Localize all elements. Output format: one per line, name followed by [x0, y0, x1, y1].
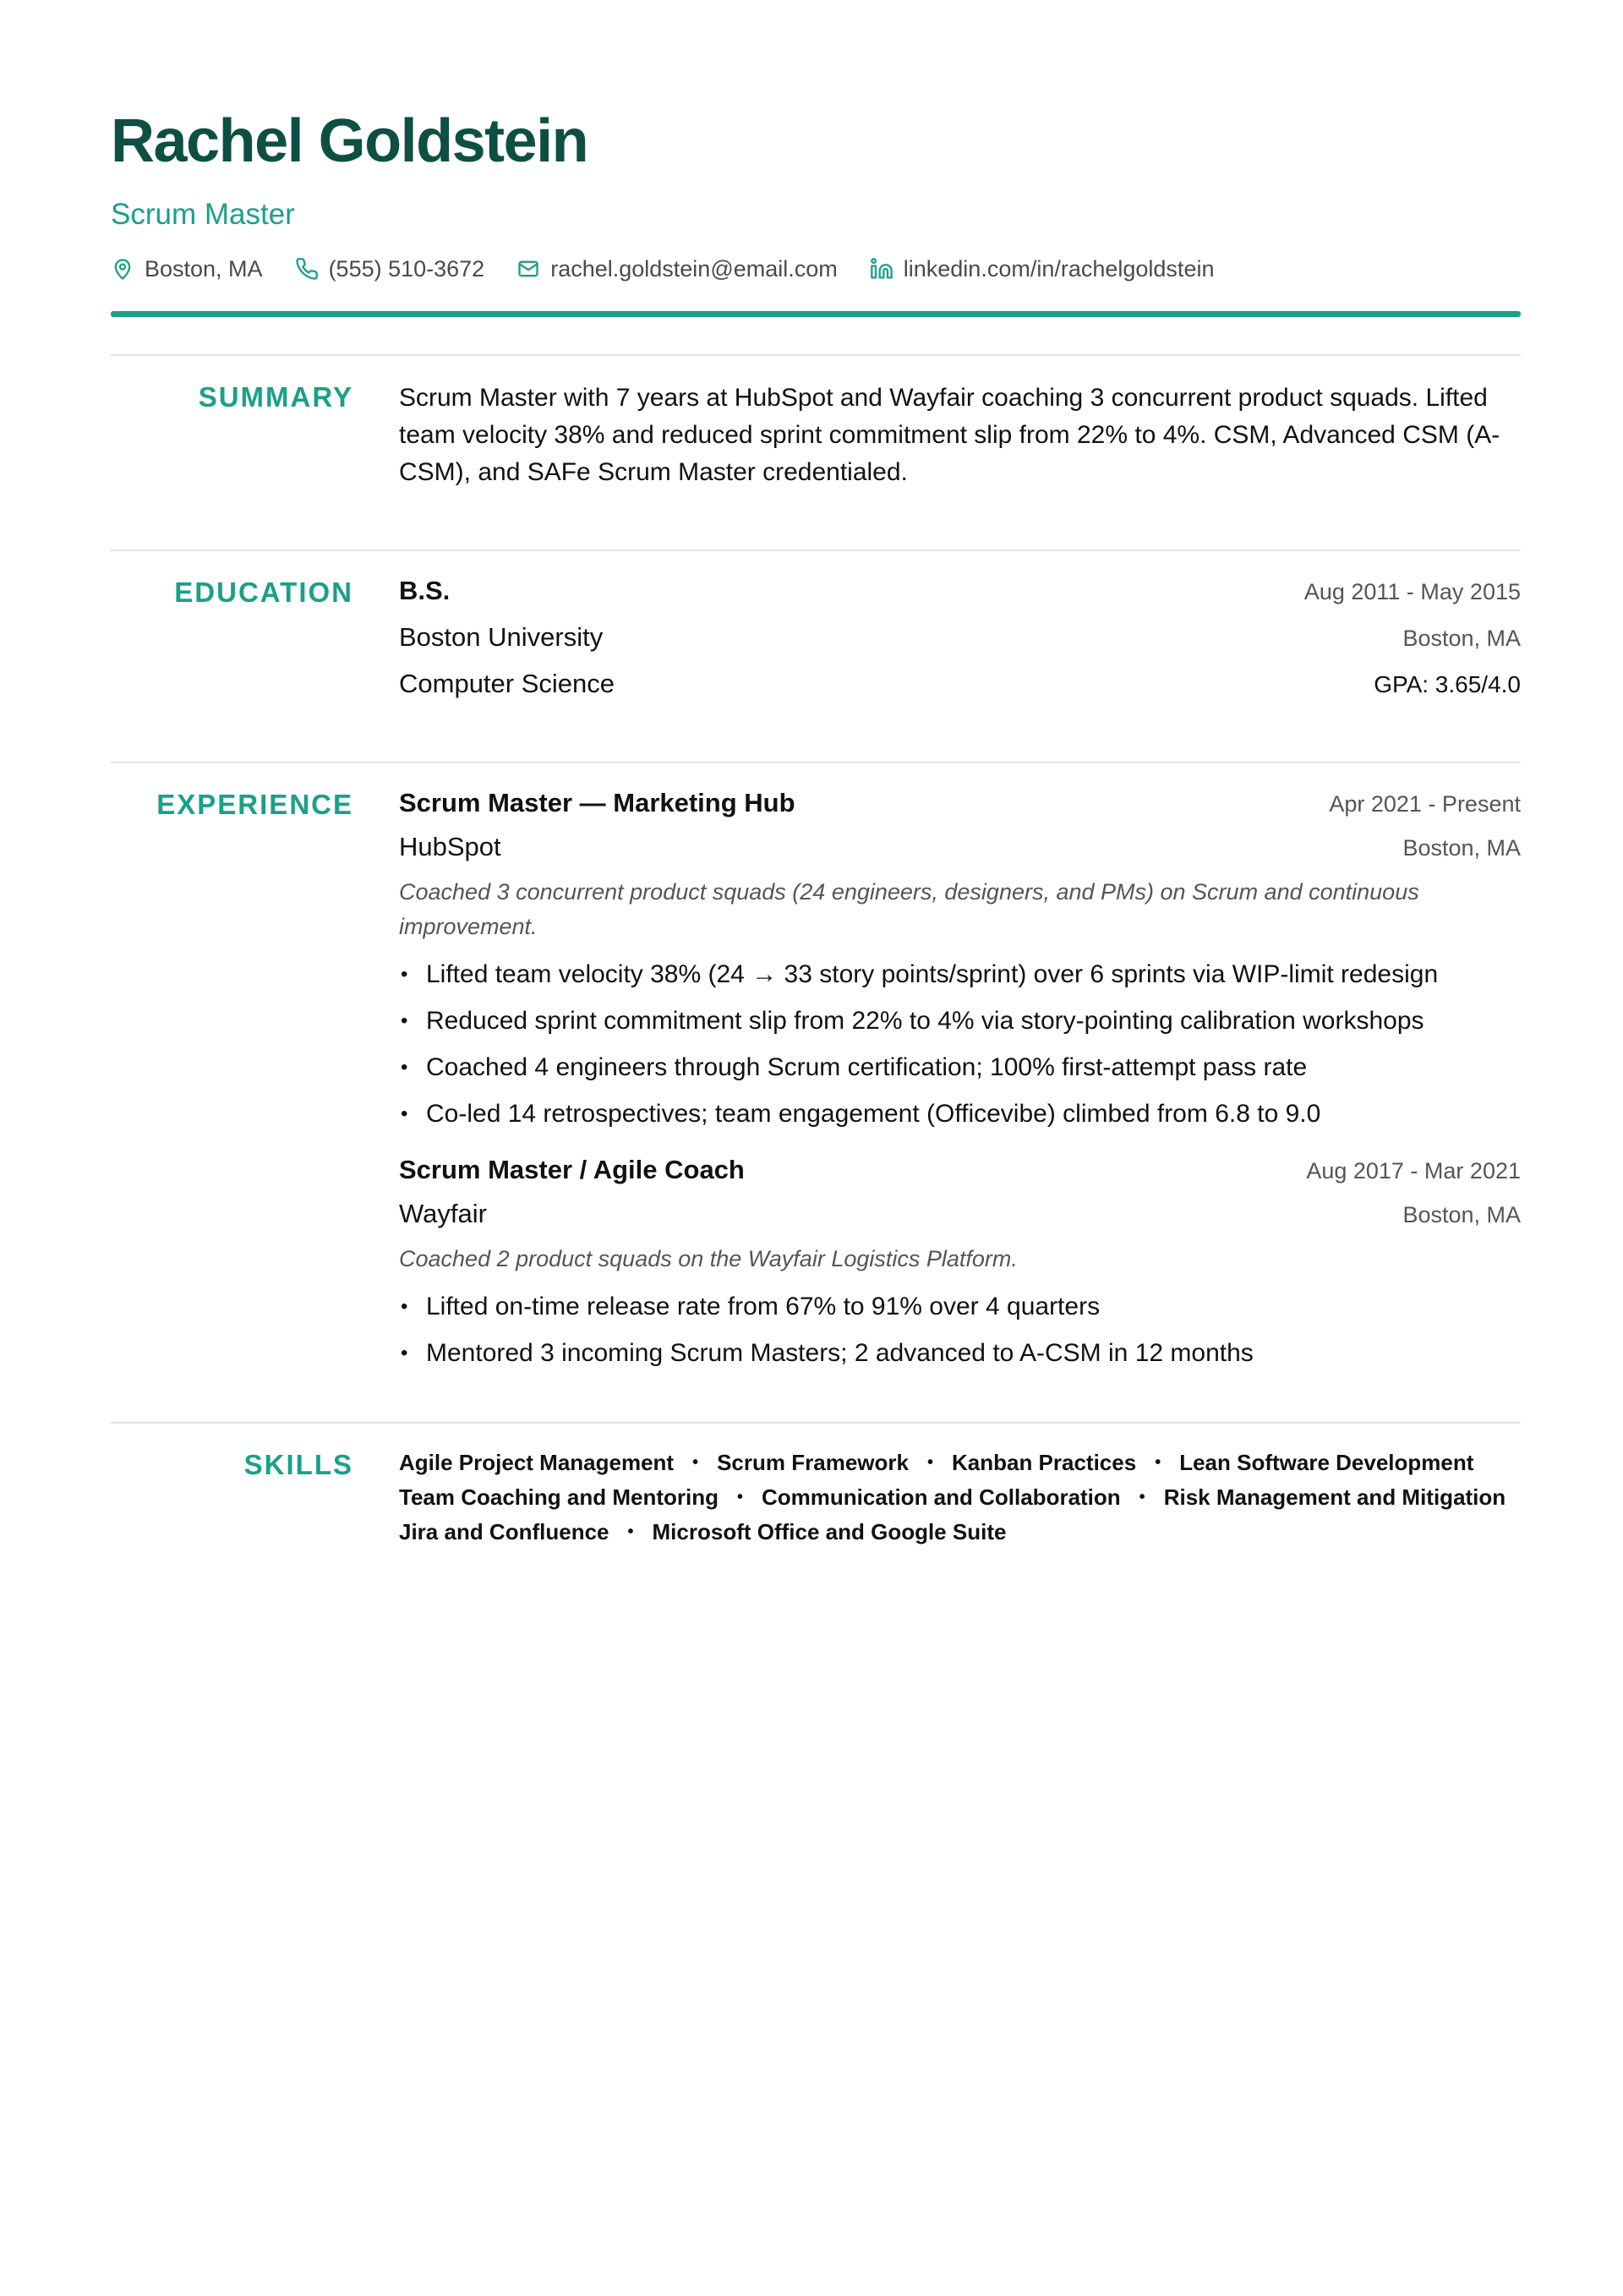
candidate-role: Scrum Master [111, 198, 295, 231]
summary-section [111, 354, 1521, 550]
job-location: Boston, MA [1402, 1202, 1521, 1227]
skill-item: Microsoft Office and Google Suite [652, 1519, 1007, 1544]
job-title: Scrum Master — Marketing Hub [399, 788, 795, 817]
job-location: Boston, MA [1402, 835, 1521, 861]
job-company: HubSpot [399, 832, 501, 861]
skill-separator: • [627, 1522, 634, 1541]
experience-list [399, 782, 1521, 1376]
section-title-skills: SKILLS [243, 1449, 353, 1480]
job-header [399, 782, 1521, 825]
job-header [399, 1149, 1521, 1192]
contact-location [111, 256, 263, 282]
linkedin-text[interactable]: linkedin.com/in/rachelgoldstein [903, 255, 1215, 282]
summary-text: Scrum Master with 7 years at HubSpot and Wayfair coaching 3 concurrent product squads. Lifted team velocity 38% and reduced sprint commitment slip from 22% to 4%. CSM, Advanced CSM (A-CSM), and SAFe Scrum Master credentialed. [399, 384, 1500, 486]
education-entry [399, 568, 1521, 708]
mail-icon [516, 257, 540, 281]
job-company: Wayfair [399, 1199, 487, 1228]
education-row-school [399, 615, 1521, 661]
section-title-summary: SUMMARY [198, 381, 353, 413]
location-text: Boston, MA [145, 255, 263, 282]
skills-row [399, 1515, 1521, 1550]
job-dates: Aug 2017 - Mar 2021 [1306, 1158, 1521, 1184]
degree: B.S. [399, 576, 451, 605]
skills-row [399, 1480, 1521, 1515]
education-section [111, 549, 1521, 763]
job-bullets [399, 1283, 1521, 1376]
contact-bar [111, 252, 1521, 286]
list-item: • Coached 4 engineers through Scrum certification; 100% first-attempt pass rate [399, 1044, 1521, 1091]
skill-item: Scrum Framework [717, 1450, 909, 1475]
header-divider [111, 311, 1521, 317]
skills-row [399, 1446, 1521, 1480]
education-location: Boston, MA [1402, 626, 1521, 651]
school: Boston University [399, 622, 604, 652]
skill-item: Kanban Practices [951, 1450, 1137, 1475]
list-item: • Lifted team velocity 38% (24 → 33 story points/sprint) over 6 sprints via WIP-limit redesign [399, 951, 1521, 998]
list-item: • Mentored 3 incoming Scrum Masters; 2 advanced to A-CSM in 12 months [399, 1330, 1521, 1376]
job-entry [399, 782, 1521, 1137]
skill-item: Lean Software Development [1179, 1450, 1474, 1475]
job-company-row [399, 1192, 1521, 1237]
skill-item: Team Coaching and Mentoring [399, 1484, 719, 1510]
email-text[interactable]: rachel.goldstein@email.com [550, 255, 838, 282]
skill-separator: • [1139, 1488, 1145, 1506]
contact-email[interactable] [516, 256, 838, 282]
skill-separator: • [692, 1453, 699, 1472]
map-pin-icon [111, 257, 134, 281]
experience-section [111, 762, 1521, 1423]
linkedin-icon [870, 257, 893, 281]
candidate-name: Rachel Goldstein [111, 107, 588, 175]
section-title-education: EDUCATION [174, 577, 353, 608]
job-company-row [399, 825, 1521, 870]
education-dates: Aug 2011 - May 2015 [1303, 579, 1521, 604]
skill-separator: • [1155, 1453, 1161, 1472]
skill-separator: • [926, 1453, 933, 1472]
contact-phone [295, 256, 485, 282]
job-dates: Apr 2021 - Present [1329, 791, 1521, 817]
skill-item: Risk Management and Mitigation [1163, 1484, 1506, 1510]
job-description: Coached 3 concurrent product squads (24 engineers, designers, and PMs) on Scrum and continuous improvement. [399, 879, 1419, 939]
skill-item: Jira and Confluence [399, 1519, 609, 1544]
job-bullets [399, 951, 1521, 1137]
skill-item: Agile Project Management [399, 1450, 675, 1475]
job-entry [399, 1149, 1521, 1376]
skills-section [111, 1422, 1521, 1593]
skill-item: Communication and Collaboration [762, 1484, 1121, 1510]
phone-text: (555) 510-3672 [328, 255, 485, 282]
job-description: Coached 2 product squads on the Wayfair Logistics Platform. [399, 1246, 1018, 1271]
list-item: • Reduced sprint commitment slip from 22% to 4% via story-pointing calibration workshops [399, 998, 1521, 1044]
phone-icon [295, 257, 319, 281]
job-title: Scrum Master / Agile Coach [399, 1155, 745, 1184]
contact-linkedin[interactable] [870, 256, 1215, 282]
resume-header [111, 0, 1521, 317]
list-item: • Co-led 14 retrospectives; team engagement (Officevibe) climbed from 6.8 to 9.0 [399, 1091, 1521, 1137]
skills-list [399, 1446, 1521, 1550]
field-of-study: Computer Science [399, 669, 615, 698]
section-title-experience: EXPERIENCE [156, 789, 353, 820]
gpa: GPA: 3.65/4.0 [1374, 671, 1521, 697]
education-row-degree [399, 568, 1521, 615]
education-row-field [399, 661, 1521, 708]
list-item: • Lifted on-time release rate from 67% to 91% over 4 quarters [399, 1283, 1521, 1330]
skill-separator: • [736, 1488, 743, 1506]
